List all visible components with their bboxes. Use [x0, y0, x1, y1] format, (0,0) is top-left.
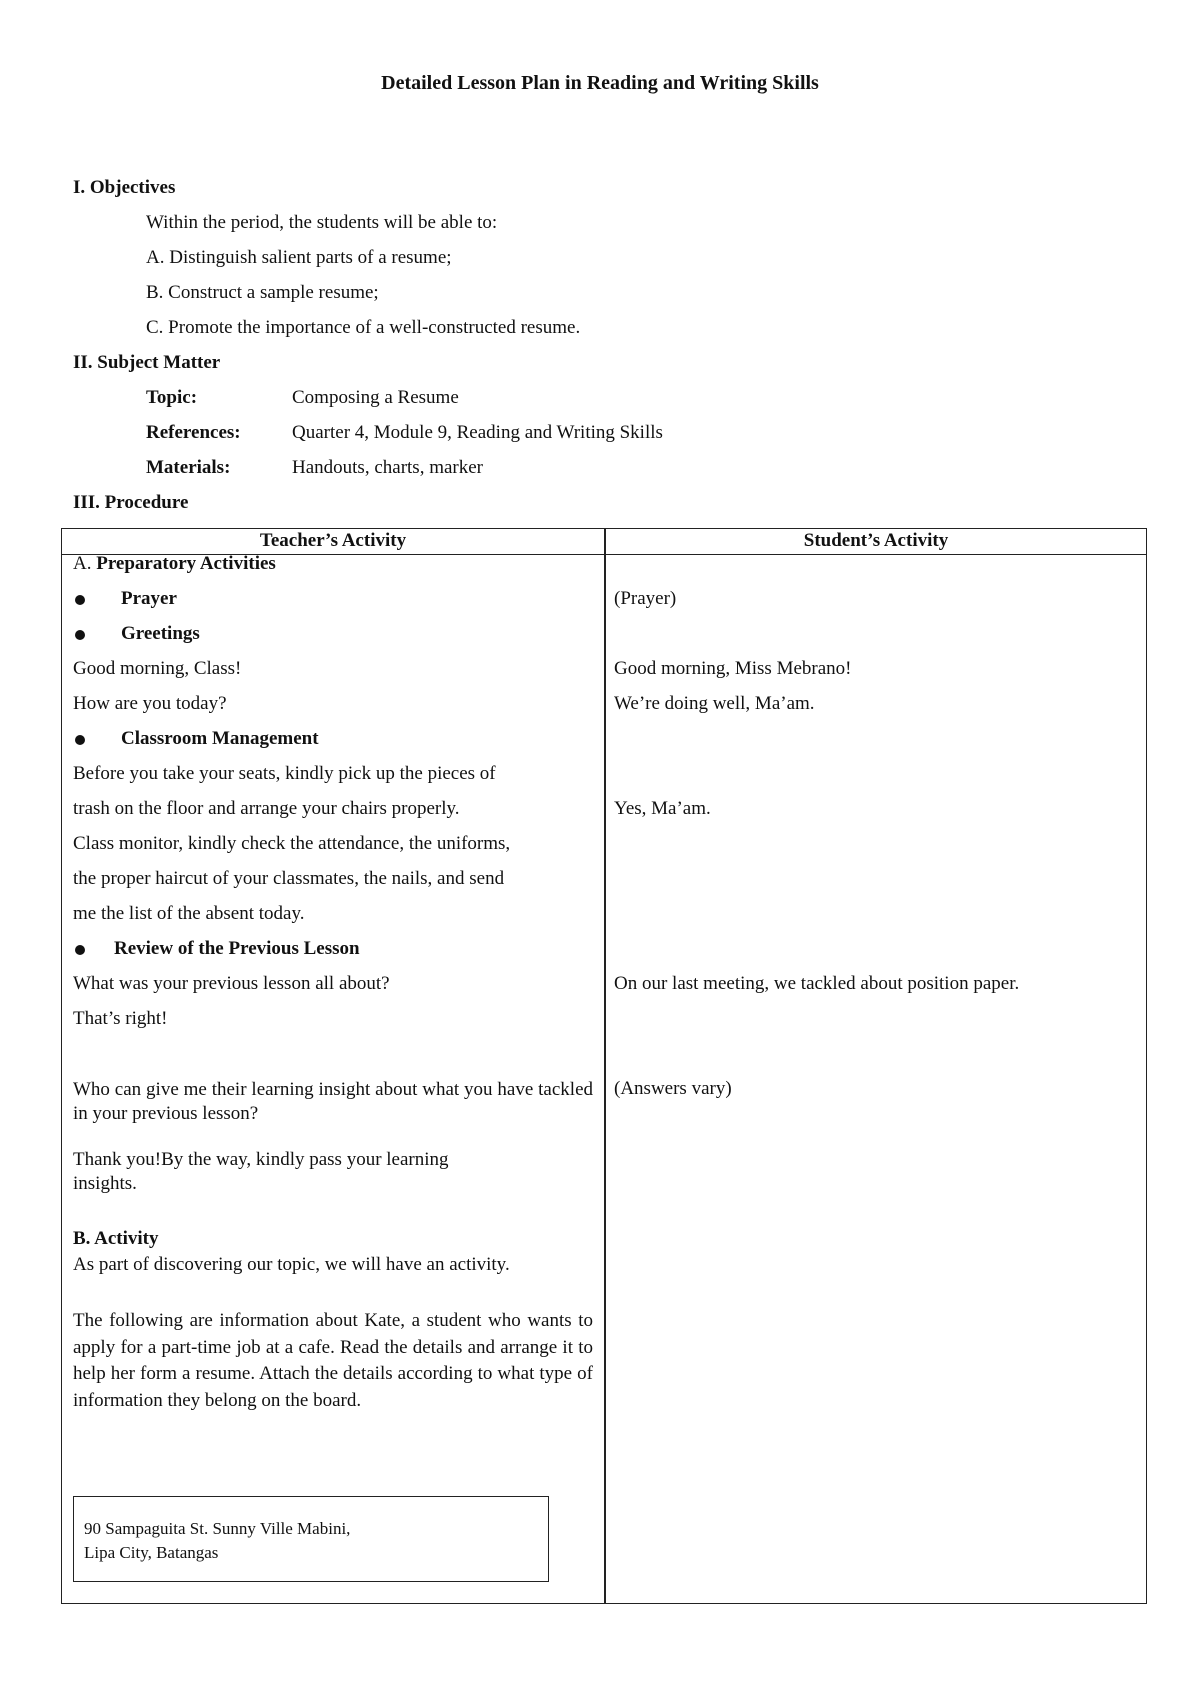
teacher-line: What was your previous lesson all about?	[73, 973, 390, 994]
topic-value: Composing a Resume	[292, 387, 459, 408]
teacher-insight-question: Who can give me their learning insight about what you have tackled in your previous lesson?	[73, 1079, 593, 1124]
objective-item: B. Construct a sample resume;	[146, 282, 379, 303]
prep-heading-text: Preparatory Activities	[96, 553, 276, 574]
materials-value: Handouts, charts, marker	[292, 457, 483, 478]
bullet-icon	[75, 630, 85, 640]
address-line-1: 90 Sampaguita St. Sunny Ville Mabini,	[84, 1519, 351, 1538]
materials-label: Materials:	[146, 457, 231, 478]
teacher-line: Before you take your seats, kindly pick up the pieces of	[73, 763, 496, 784]
classroom-management-label: Classroom Management	[121, 728, 319, 749]
teacher-line: the proper haircut of your classmates, the nails, and send	[73, 868, 505, 889]
address-box	[73, 1496, 549, 1582]
activity-description: The following are information about Kate, a student who wants to apply for a part-time job at a cafe. Read the details and arrange it to help her form a resume. Attach the details according to what type of information they belong on the board.	[73, 1310, 593, 1411]
prep-prefix: A.	[73, 553, 97, 574]
student-line: (Prayer)	[614, 588, 677, 609]
teacher-line: Good morning, Class!	[73, 658, 242, 679]
teacher-line: How are you today?	[73, 693, 227, 714]
activity-heading: B. Activity	[73, 1228, 159, 1249]
greetings-label: Greetings	[121, 623, 200, 644]
teacher-thank-you: Thank you!By the way, kindly pass your learning insights.	[73, 1149, 449, 1194]
student-line: (Answers vary)	[614, 1078, 732, 1099]
student-activity-header: Student’s Activity	[803, 530, 949, 551]
procedure-heading: III. Procedure	[73, 492, 189, 513]
teacher-line: me the list of the absent today.	[73, 903, 305, 924]
activity-intro: As part of discovering our topic, we will have an activity.	[73, 1254, 510, 1275]
references-label: References:	[146, 422, 241, 443]
objective-item: C. Promote the importance of a well-constructed resume.	[146, 317, 581, 338]
objectives-intro: Within the period, the students will be able to:	[146, 212, 498, 233]
page-title: Detailed Lesson Plan in Reading and Writing Skills	[381, 72, 819, 94]
objectives-heading: I. Objectives	[73, 177, 176, 198]
subject-matter-heading: II. Subject Matter	[73, 352, 221, 373]
student-line: Yes, Ma’am.	[614, 798, 711, 819]
review-label: Review of the Previous Lesson	[114, 938, 360, 959]
teacher-activity-header: Teacher’s Activity	[259, 530, 407, 551]
topic-label: Topic:	[146, 387, 198, 408]
student-line: On our last meeting, we tackled about position paper.	[614, 973, 1020, 994]
teacher-line: trash on the floor and arrange your chairs properly.	[73, 798, 460, 819]
bullet-icon	[75, 945, 85, 955]
teacher-line: Class monitor, kindly check the attendance, the uniforms,	[73, 833, 511, 854]
bullet-icon	[75, 735, 85, 745]
bullet-icon	[75, 595, 85, 605]
prep-activities-heading	[73, 553, 276, 575]
prayer-label: Prayer	[121, 588, 177, 609]
student-line: We’re doing well, Ma’am.	[614, 693, 815, 714]
teacher-line: That’s right!	[73, 1008, 168, 1029]
references-value: Quarter 4, Module 9, Reading and Writing Skills	[292, 422, 663, 443]
objective-item: A. Distinguish salient parts of a resume;	[146, 247, 452, 268]
address-line-2: Lipa City, Batangas	[84, 1543, 219, 1562]
column-divider	[604, 529, 606, 1603]
procedure-table	[61, 528, 1147, 1604]
student-line: Good morning, Miss Mebrano!	[614, 658, 852, 679]
